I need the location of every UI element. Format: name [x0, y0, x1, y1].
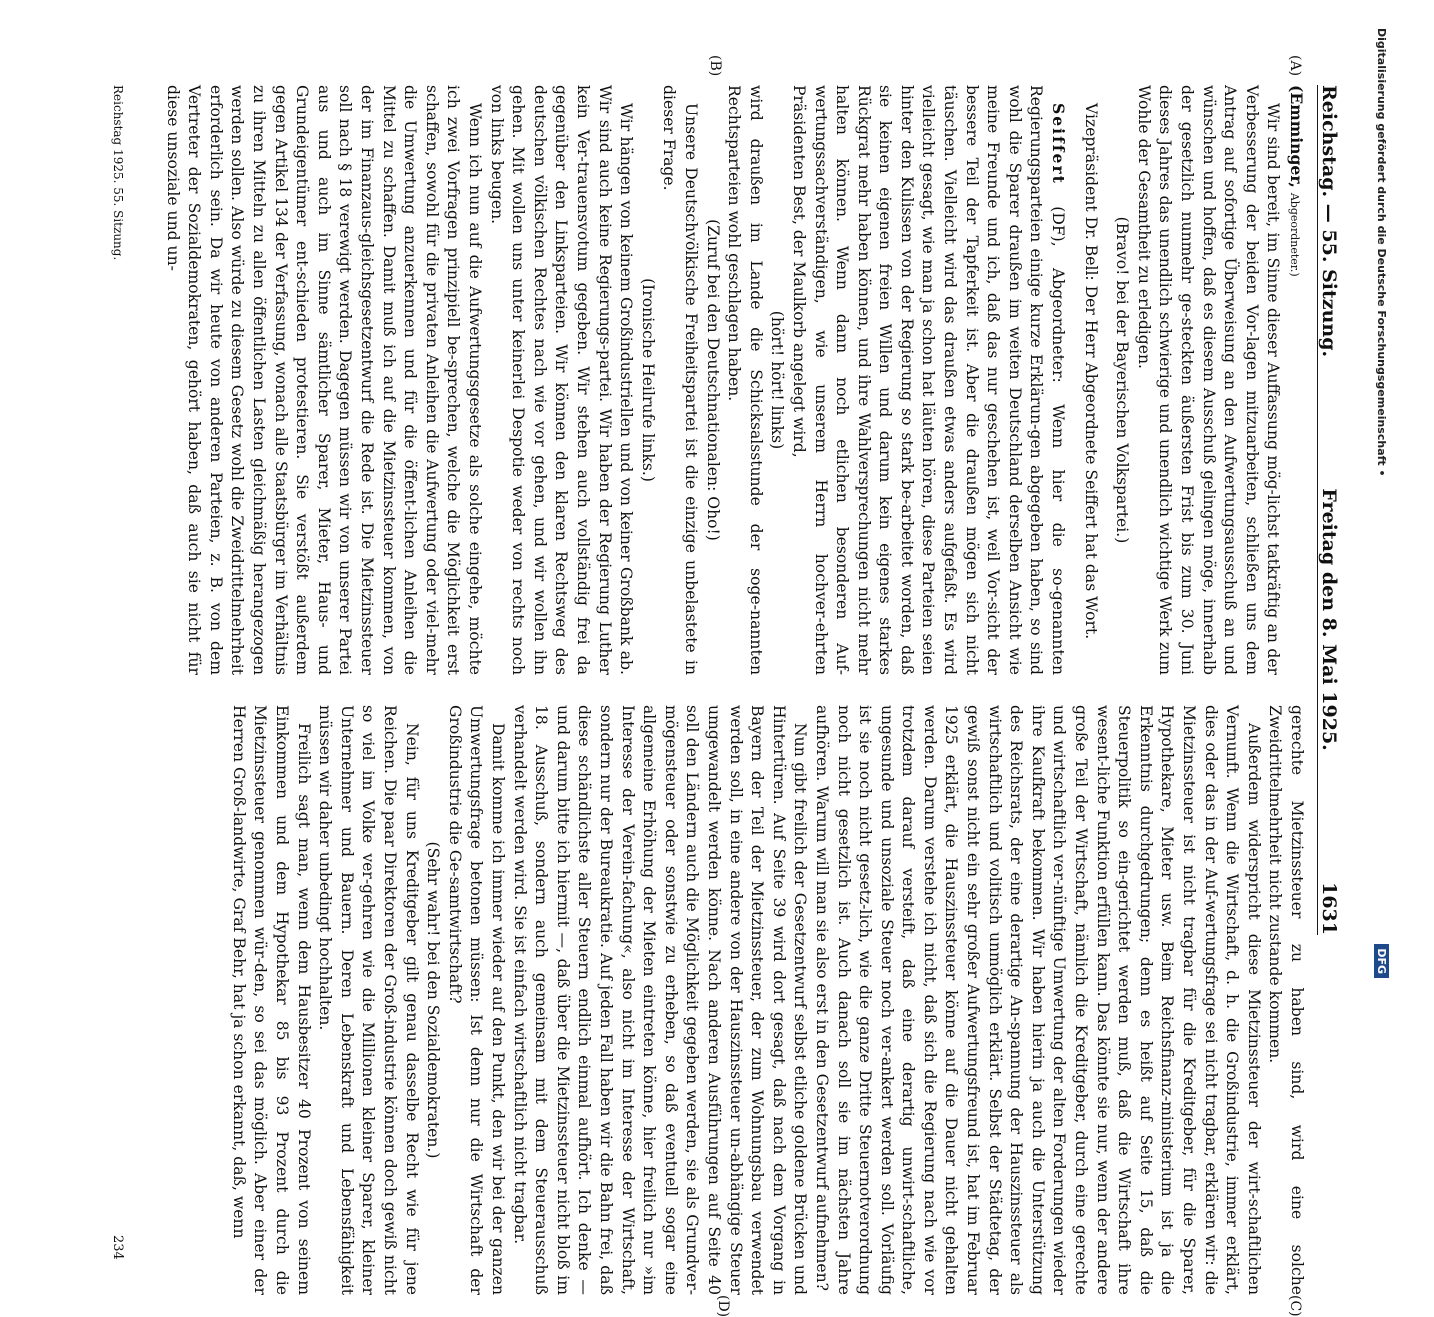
page-footer: Reichstag 1925. 55. Sitzung. — [111, 85, 125, 261]
margin-mark-a: (A) — [1287, 55, 1303, 77]
paragraph: Nein, für uns Kreditgeber gilt genau dasselbe Recht wie für jene Reichen. Die paar Direktoren der Groß-industrie können doch gewiß nicht so viel im Volke ver-gehren wie die Millionen kleiner Sparer, kleiner Unternehmer und Bauern. Deren Lebenskraft und Lebensfähigkeit müssen wir daher unbedingt hochhalten. — [316, 705, 421, 1295]
signature-mark: 234 — [110, 1235, 125, 1260]
paragraph: Wenn ich nun auf die Aufwertungsgesetze als solche eingehe, möchte ich zwei Vorfragen prinzipiell be-sprechen, welche die Möglichkeit erst schaffen, sowohl für die privaten Anleihen die Aufwertung oder viel-mehr die Umwertung anzuerkennen und für die öffent-lichen Anleihen die Mittel zu schaffen. Damit muß ich auf die Mietzinssteuer kommen, von der im Finanzaus-gleichsgesetzentwurf die Rede ist. Die Mietzinssteuer soll nach § 18 verewigt werden. Dagegen müssen wir von unserer Partei aus und auch im Sinne sämtlicher Sparer, Mieter, Haus- und Grundeigentümer ent-schieden protestieren. Sie verstößt außerdem gegen Artikel 134 der Verfassung, wonach alle Staatsbürger im Verhältnis zu ihren Mitteln zu allen öffentlichen Lasten gleichmäßig herangezogen werden sollen. Also würde zu diesem Gesetz wohl die Zweidrittelmehrheit erforderlich sein. Da wir heute von anderen Parteien, z. B. von dem Vertreter der Sozialdemokraten, gehört haben, daß auch sie nicht für diese unsoziale und un- — [163, 85, 485, 675]
interjection: (Zuruf bei den Deutschnationalen: Oho!) — [703, 219, 722, 541]
page-number: 1631 — [1318, 882, 1340, 935]
margin-mark-b: (B) — [707, 55, 723, 77]
left-column — [161, 85, 1307, 675]
margin-mark-c: (C) — [1287, 1295, 1303, 1317]
paragraph: Wir sind bereit, im Sinne dieser Auffassung mög-lichst tatkräftig an der Verbesserung der beiden Vor-lagen mitzuarbeiten, schließen uns dem Antrag auf sofortige Überweisung an den Aufwertungsausschuß an und wünschen und hoffen, daß es diesem Ausschuß gelingen möge, innerhalb der gesetzlich nunmehr ge-steckten äußersten Frist bis zum 30. Juni dieses Jahres das unendlich schwierige und unendlich wichtige Werk zum Wohle der Gesamtheit zu erledigen. — [1134, 85, 1283, 675]
paragraph: gerechte Mietzinssteuer zu haben sind, wird eine solche Zweidrittelmehrheit nicht zustande kommen. — [1266, 705, 1306, 1295]
interjection: (hört! hört! links) — [768, 310, 787, 450]
paragraph: Damit komme ich immer wieder auf den Punkt, den wir bei der ganzen Umwertungsfrage betonen müssen: Ist denn nur die Wirtschaft der Großindustrie die Ge-samtwirtschaft? — [445, 705, 508, 1295]
colophon-text: Digitalisierung gefördert durch die Deutsche Forschungsgemeinschaft • — [1375, 28, 1389, 477]
header-left: Reichstag. — 55. Sitzung. — [1318, 85, 1340, 358]
interjection: (Sehr wahr! bei den Sozialdemokraten.) — [424, 841, 443, 1159]
running-header — [1317, 85, 1343, 935]
applause: (Bravo! bei der Bayerischen Volkspartei.) — [1113, 216, 1132, 544]
speaker-name: Seiffert — [1049, 103, 1069, 185]
interjection: (Ironische Heilrufe links.) — [638, 278, 657, 482]
paragraph: Außerdem widerspricht diese Mietzinssteuer der wirt-schaftlichen Vernunft. Wenn die Wirtschaft, d. h. die Großindustrie, immer erklärt, dies oder das in der Auf-wertungsfrage sei nicht tragbar, erklären wir: die Mietzinssteuer ist nicht tragbar für die Kreditgeber, für die Sparer, Hypothekare, Mieter usw. Beim Reichsfinanz-ministerium ist ja die Erkenntnis durchgedrungen; denn es heißt auf Seite 15, daß die Steuerpolitik so ein-gerichtet werden muß, daß die Wirtschaft ihre wesent-liche Funktion erfüllen kann. Das könnte sie nur, wenn der andere große Teil der Wirtschaft, nämlich die Kreditgeber, durch eine gerechte und wirtschaftlich ver-nünftige Umwertung der alten Forderungen wieder ihre Kaufkraft bekommen. Wir haben hierin ja auch die Unterstützung des Reichsrats, der eine derartige An-spannung der Hauszinssteuer als wirtschaftlich und volitisch unmöglich erklärt. Selbst der Städtetag, der gewiß sonst nicht ein sehr großer Aufwertungsfreund ist, hat im Februar 1925 erklärt, die Hauszinssteuer könne auf die Dauer nicht gehalten werden. Darum verstehe ich nicht, daß sich die Regierung nach wie vor trotzdem darauf versteift, daß eine derartig unwirt-schaftliche, ungesunde und unsoziale Steuer noch ver-ankert werden soll. Vorläufig ist sie noch nicht gesetz-lich, wie die ganze Dritte Steuernotverordnung noch nicht gesetzlich ist. Auch danach soll sie im nächsten Jahre aufhören. Warum will man sie also erst in den Gesetzentwurf aufnehmen? — [812, 705, 1263, 1295]
digitization-colophon — [1372, 28, 1392, 978]
scanned-page — [83, 55, 1343, 1317]
margin-mark-d: (D) — [715, 1295, 731, 1317]
chair-announcement: Vizepräsident Dr. Bell: Der Herr Abgeordnete Seiffert hat das Wort. — [1081, 103, 1100, 640]
header-date: Freitag den 8. Mai 1925. — [1318, 488, 1340, 751]
speaker-paragraph: Seiffert (DF), Abgeordneter: Wenn hier die so-genannten Regierungsparteien einige kurze Erklärun-gen abgegeben haben, so sind wohl die Sparer draußen im weiten Deutschland derselben Ansicht wie meine Freunde und ich, daß das nur geschehen ist, weil Vor-sicht der bessere Teil der Tapferkeit ist. Aber die draußen mögen sich nicht täuschen. Vielleicht wird das draußen etwas anders aufgefaßt. Es wird vielleicht gesagt, wie man ja schon hat läuten hören, diese Parteien seien hinter den Kulissen von der Regierung so stark be-arbeitet worden, daß sie keinen eigenen freien Willen und darum kein eigenes starkes Rückgrat mehr haben können, und ihre Wahlversprechungen nicht mehr halten können. Wenn dann noch etlichen besonderen Auf-wertungssachverständigen, wie unserem Herrn hochver-ehrten Präsidenten Best, der Maulkorb angelegt wird, — [789, 85, 1069, 675]
speaker-continuation: (Emminger, Abgeordneter.) — [1287, 85, 1306, 277]
paragraph: wird draußen im Lande die Schicksalsstunde der soge-nannten Rechtsparteien wohl geschlagen haben. — [725, 85, 765, 675]
paragraph: Unsere Deutschvölkische Freiheitspartei ist die einzige unbelastete in dieser Frage. — [660, 85, 700, 675]
paragraph: Freilich sagt man, wenn dem Hausbesitzer 40 Prozent von seinem Einkommen und dem Hypothekar 85 bis 93 Prozent durch die Mietzinssteuer genommen wür-den, so sei das möglich. Aber einer der Herren Groß-landwirte, Graf Behr, hat ja schon erkannt, daß, wenn — [229, 705, 313, 1295]
paragraph: Wir hängen von keinem Großindustriellen und von keiner Großbank ab. Wir sind auch keine Regierungs-partei. Wir haben der Regierung Luther kein Ver-trauensvotum gegeben. Wir stehen auch vollständig frei da gegenüber den Linksparteien. Wir können den klaren Rechtsweg des deutschen völkischen Rechtes nach wie vor gehen, und wir wollen ihn gehen. Mit wollen uns unter keinerlei Despotie weder von rechts noch von links beugen. — [487, 85, 636, 675]
paragraph: Nun gibt freilich der Gesetzentwurf selbst etliche goldene Brücken und Hintertüren. Auf Seite 39 wird dort gesagt, daß nach dem Vorgang in Bayern der Teil der Mietzinssteuer, der zum Wohnungsbau verwendet werden soll, in eine andere von der Hauszinssteuer un-abhängige Steuer umgewandelt werden könne. Nach anderen Ausführungen auf Seite 40 soll den Ländern auch die Möglichkeit gegeben werden, sie als Grundver-mögensteuer oder sonstwie zu erheben, so daß eventuell sogar eine allgemeine Erhöhung der Mieten eintreten könne, hier freilich nur »im Interesse der Verein-fachung«, also nicht im Interesse der Wirtschaft, sondern nur der Bureaukratie. Auf jeden Fall haben wir die Bahn frei, daß diese schändlichste aller Steuern endlich einmal aufhört. Ich denke — und darum bitte ich hiermit —, daß über die Mietzinssteuer nicht bloß im 18. Ausschuß, sondern auch gemeinsam mit dem Steuerausschuß verhandelt werden wird. Sie ist einfach wirtschaftlich nicht tragbar. — [510, 705, 810, 1295]
dfg-logo: DFG — [1375, 944, 1390, 978]
right-column — [227, 705, 1307, 1295]
